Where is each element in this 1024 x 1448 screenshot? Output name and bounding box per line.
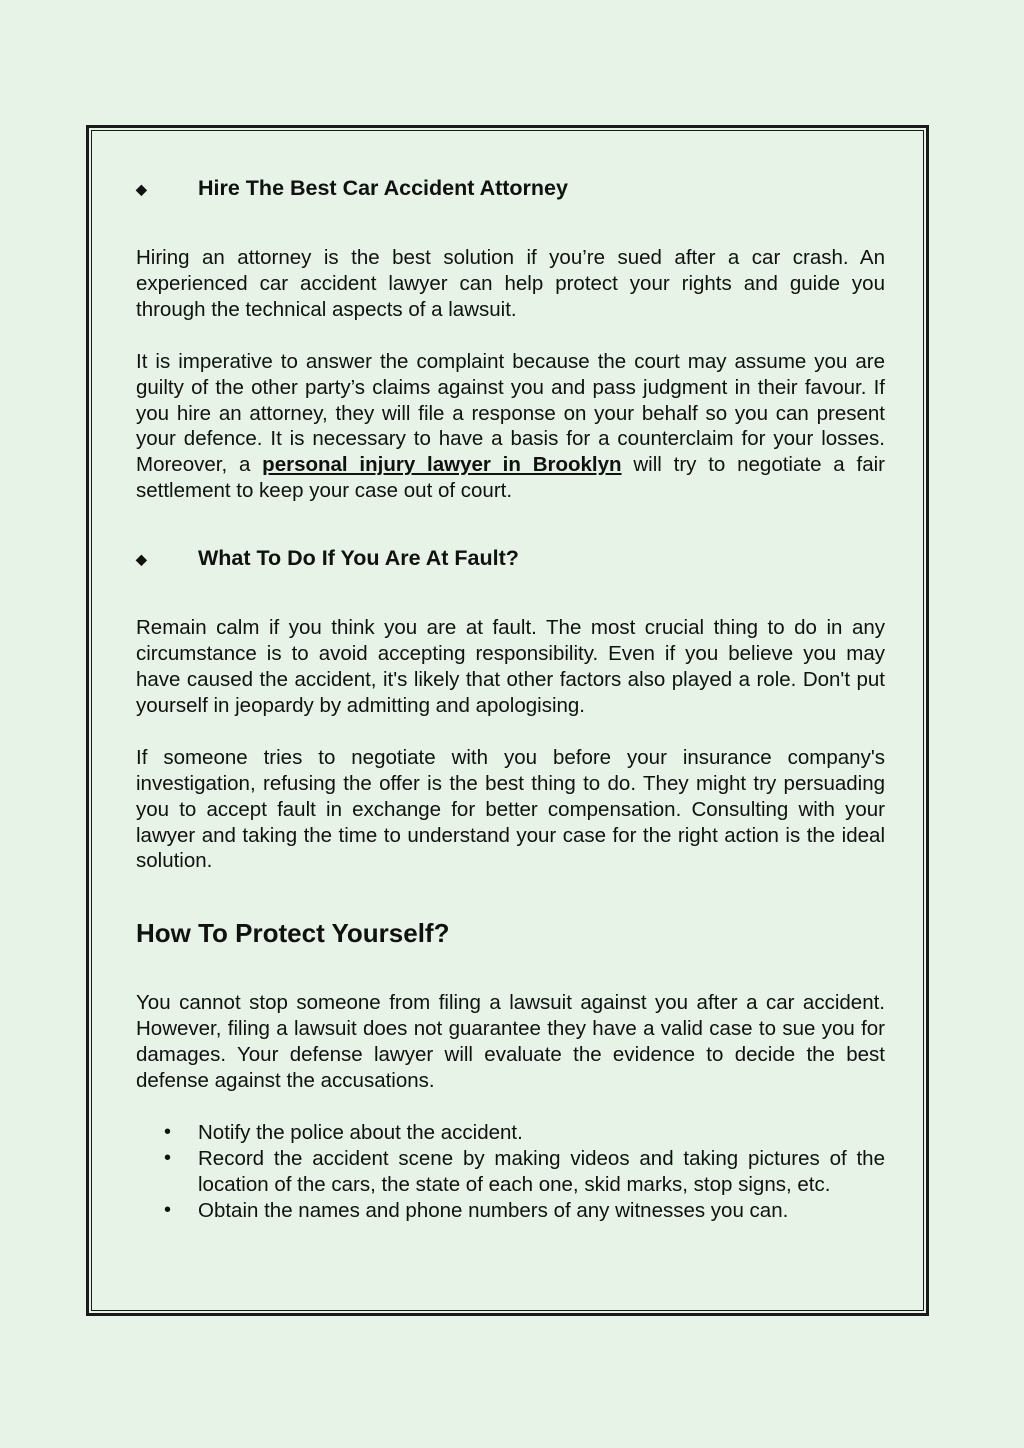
heading-text: What To Do If You Are At Fault? (198, 546, 519, 571)
document-body (136, 172, 885, 1224)
personal-injury-lawyer-link[interactable]: personal injury lawyer in Brooklyn (262, 453, 622, 477)
paragraph-answer-complaint (136, 349, 885, 504)
list-item-text: Record the accident scene by making videos and taking pictures of the location of the cars, the state of each one, skid marks, stop signs, etc. (198, 1146, 885, 1196)
list-item (136, 1198, 885, 1224)
bullet-dot-icon: • (164, 1120, 172, 1143)
paragraph-cannot-stop-lawsuit: You cannot stop someone from filing a lawsuit against you after a car accident. However, filing a lawsuit does not guarantee they have a valid case to sue you for damages. Your defense lawyer will evaluate the evidence to decide the best defense against the accusations. (136, 991, 885, 1093)
heading-text: Hire The Best Car Accident Attorney (198, 176, 568, 200)
paragraph-hiring-attorney: Hiring an attorney is the best solution if you’re sued after a car crash. An experienced car accident lawyer can help protect your rights and guide you through the technical aspects of a lawsuit. (136, 246, 885, 321)
diamond-bullet-icon: ◆ (136, 181, 147, 197)
list-item (136, 1120, 885, 1146)
list-item (136, 1146, 885, 1198)
paragraph-text: It is imperative to answer the complaint because the court may assume you are guilty of the other party’s claims against you and pass judgment in their favour. If you hire an attorney, they will file a response on your behalf so you can present your defence. It is necessary to have a basis for a counterclaim for your losses. Moreover, a (136, 349, 885, 477)
list-item-text: Notify the police about the accident. (198, 1120, 523, 1144)
diamond-bullet-icon: ◆ (136, 551, 147, 568)
list-item-text: Obtain the names and phone numbers of any witnesses you can. (198, 1198, 789, 1222)
bullet-dot-icon: • (164, 1146, 172, 1169)
paragraph-refuse-offer: If someone tries to negotiate with you before your insurance company's investigation, refusing the offer is the best thing to do. They might try persuading you to accept fault in exchange for better compensation. Consulting with your lawyer and taking the time to understand your case for the right action is the ideal solution. (136, 745, 885, 873)
heading-protect-yourself: How To Protect Yourself? (136, 918, 450, 949)
heading-hire-attorney (136, 172, 885, 204)
bullet-dot-icon: • (164, 1198, 172, 1221)
paragraph-text: will try to negotiate a fair settlement to keep your case out of court. (136, 453, 885, 503)
heading-at-fault (136, 542, 885, 574)
paragraph-remain-calm: Remain calm if you think you are at fault. The most crucial thing to do in any circumstance is to avoid accepting responsibility. Even if you believe you may have caused the accident, it's likely that other factors also played a role. Don't put yourself in jeopardy by admitting and apologising. (136, 616, 885, 717)
protection-steps-list (136, 1120, 885, 1224)
